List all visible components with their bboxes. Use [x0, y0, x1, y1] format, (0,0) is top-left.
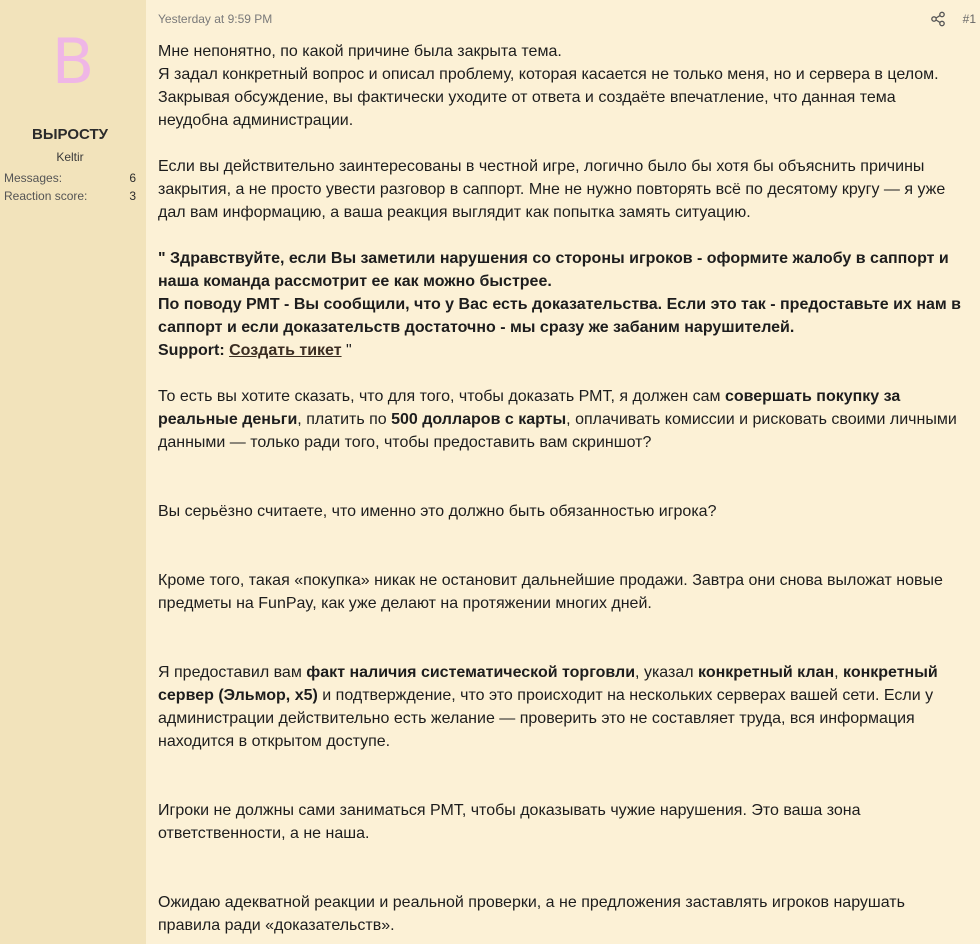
post-header: [158, 12, 980, 28]
user-info-panel: [0, 0, 146, 944]
text-line: неудобна администрации.: [158, 112, 354, 129]
stat-label: Messages:: [4, 171, 63, 185]
support-label: Support:: [158, 342, 225, 359]
text-line: ответственности, а не наша.: [158, 825, 370, 842]
paragraph: [158, 891, 980, 937]
text-line: Мне непонятно, по какой причине была закрыта тема.: [158, 43, 562, 60]
text-run: , оплачивать комиссии и рисковать своими личными: [566, 411, 957, 428]
user-title: Keltir: [56, 150, 84, 164]
stat-value: 3: [129, 189, 136, 203]
paragraph: [158, 799, 980, 845]
text-line: наша команда рассмотрит ее как можно быстрее.: [158, 273, 552, 290]
text-run: находится в открытом доступе.: [158, 733, 391, 750]
bold-text: совершать покупку за: [724, 388, 901, 405]
quoted-reply: [158, 247, 980, 362]
paragraph: [158, 500, 980, 523]
bold-text: сервер (Эльмор, x5): [158, 687, 318, 704]
text-run: данными — только ради того, чтобы предоставить вам скриншот?: [158, 434, 652, 451]
text-run: , указал: [635, 664, 694, 681]
text-run: администрации действительно есть желание — проверить это не составляет труда, вся информация: [158, 710, 915, 727]
post-main: [146, 0, 980, 944]
text-run: ,: [834, 664, 839, 681]
text-line: Вы серьёзно считаете, что именно это должно быть обязанностью игрока?: [158, 503, 717, 520]
create-ticket-link[interactable]: Создать тикет: [229, 342, 342, 359]
bold-text: реальные деньги: [158, 411, 298, 428]
bold-text: 500 долларов с карты: [391, 411, 567, 428]
paragraph: [158, 569, 980, 615]
paragraph: [158, 40, 980, 132]
text-line: дал вам информацию, а ваша реакция выглядит как попытка замять ситуацию.: [158, 204, 751, 221]
text-line: Игроки не должны сами заниматься РМТ, чтобы доказывать чужие нарушения. Это ваша зона: [158, 802, 861, 819]
bold-text: факт наличия систематической торговли: [306, 664, 636, 681]
text-line: саппорт и если доказательств достаточно - мы сразу же забаним нарушителей.: [158, 319, 795, 336]
stat-value: 6: [129, 171, 136, 185]
text-line: предметы на FunPay, как уже делают на протяжении многих дней.: [158, 595, 652, 612]
text-line: По поводу РМТ - Вы сообщили, что у Вас есть доказательства. Если это так - предоставьте их нам в: [158, 296, 962, 313]
post-date[interactable]: Yesterday at 9:59 PM: [158, 12, 273, 26]
text-line: Я задал конкретный вопрос и описал проблему, которая касается не только меня, но и сервера в целом.: [158, 66, 939, 83]
text-run: и подтверждение, что это происходит на нескольких серверах вашей сети. Если у: [322, 687, 934, 704]
stat-reaction-score: [4, 189, 136, 203]
stat-label: Reaction score:: [4, 189, 88, 203]
text-line: Кроме того, такая «покупка» никак не остановит дальнейшие продажи. Завтра они снова выложат новые: [158, 572, 943, 589]
text-line: закрытия, а не просто увести разговор в саппорт. Мне не нужно повторять всё по десятому кругу — я уже: [158, 181, 946, 198]
post-number[interactable]: #1: [962, 12, 976, 26]
quote-closing: ": [346, 342, 352, 359]
share-icon[interactable]: [930, 11, 946, 27]
stat-messages: [4, 171, 136, 185]
text-line: " Здравствуйте, если Вы заметили нарушения со стороны игроков - оформите жалобу в саппорт и: [158, 250, 949, 267]
text-line: Если вы действительно заинтересованы в честной игре, логично было бы хотя бы объяснить причины: [158, 158, 925, 175]
paragraph: [158, 155, 980, 224]
text-line: Ожидаю адекватной реакции и реальной проверки, а не предложения заставлять игроков нарушать: [158, 894, 905, 911]
text-run: То есть вы хотите сказать, что для того, чтобы доказать РМТ, я должен сам: [158, 388, 721, 405]
text-run: Я предоставил вам: [158, 664, 302, 681]
paragraph: [158, 385, 980, 454]
bold-text: конкретный: [843, 664, 938, 681]
post-body: [158, 40, 980, 937]
avatar[interactable]: B: [51, 25, 95, 98]
text-line: правила ради «доказательств».: [158, 917, 395, 934]
username[interactable]: ВЫРОСТУ: [32, 126, 108, 143]
text-line: Закрывая обсуждение, вы фактически уходите от ответа и создаёте впечатление, что данная тема: [158, 89, 896, 106]
bold-text: конкретный клан: [698, 664, 835, 681]
paragraph: [158, 661, 980, 753]
text-run: , платить по: [297, 411, 387, 428]
